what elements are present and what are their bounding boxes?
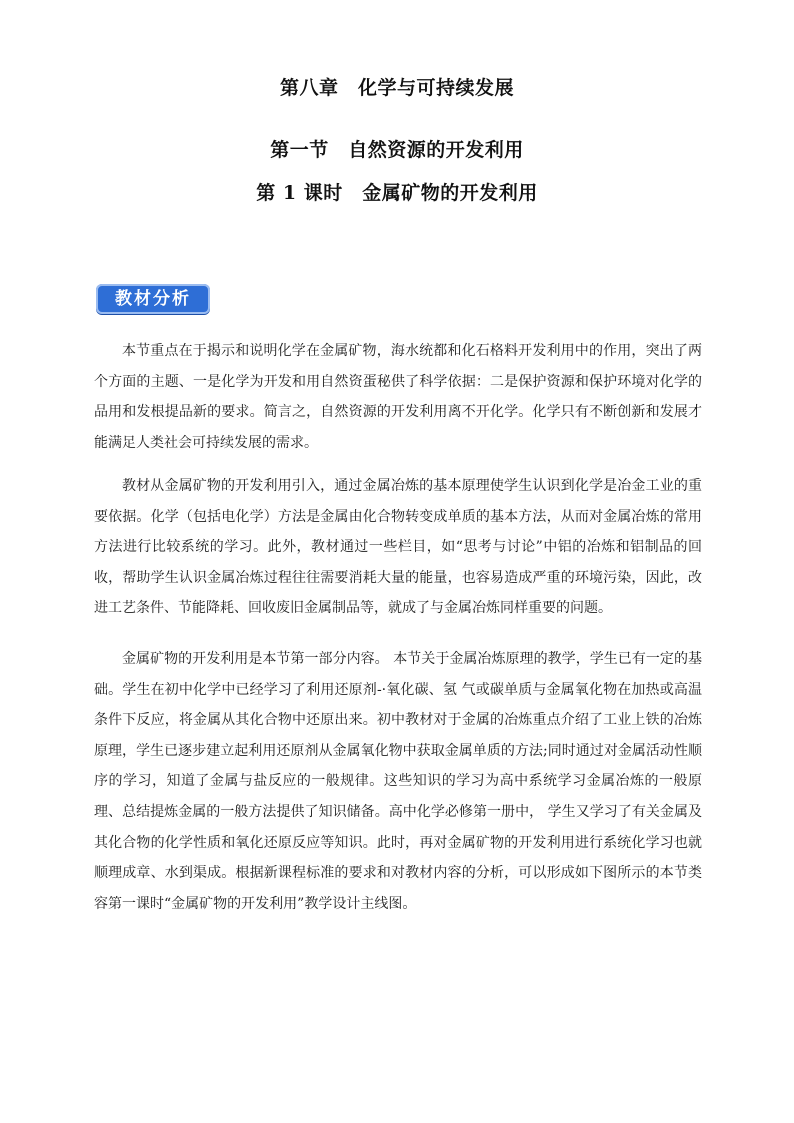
- analysis-paragraph: 教材从金属矿物的开发利用引入，通过金属冶炼的基本原理使学生认识到化学是冶金工业的重要依据。化学（包括电化学）方法是金属由化合物转变成单质的基本方法，从而对金属冶炼的常用方法进行比较系统的学习。此外，教材通过一些栏目，如“思考与讨论”中铝的冶炼和铝制品的回收，帮助学生认识金属冶炼过程往往需要消耗大量的能量，也容易造成严重的环境污染，因此，改进工艺条件、节能降耗、回收废旧金属制品等，就成了与金属冶炼同样重要的问题。: [94, 478, 702, 617]
- analysis-paragraph: 金属矿物的开发利用是本节第一部分内容。 本节关于金属冶炼原理的教学，学生已有一定的基础。学生在初中化学中已经学习了利用还原剂-·氧化碳、氢 气或碳单质与金属氧化物在加热或高温条件下反应，将金属从其化合物中还原出来。初中教材对于金属的冶炼重点介绍了工业上铁的冶炼原理，学生已逐步建立起利用还原剂从金属氧化物中获取金属单质的方法;同时通过对金属活动性顺序的学习，知道了金属与盐反应的一般规律。这些知识的学习为高中系统学习金属冶炼的一般原理、总结提炼金属的一般方法提供了知识储备。高中化学必修第一册中， 学生又学习了有关金属及其化合物的化学性质和氧化还原反应等知识。此时，再对金属矿物的开发利用进行系统化学习也就顺理成章、水到渠成。根据新课程标准的要求和对教材内容的分析，可以形成如下图所示的本节类容第一课时“金属矿物的开发利用”教学设计主线图。: [94, 651, 702, 912]
- analysis-paragraph: 本节重点在于揭示和说明化学在金属矿物，海水统都和化石格料开发利用中的作用，突出了两个方面的主题、一是化学为开发和用自然资蛋秘供了科学依据：二是保护资源和保护环境对化学的品用和发根提品新的要求。简言之，自然资源的开发利用离不开化学。化学只有不断创新和发展才能满足人类社会可持续发展的需求。: [94, 343, 702, 451]
- lesson-title: 第 1 课时 金属矿物的开发利用: [256, 182, 538, 204]
- section-title: 第一节 自然资源的开发利用: [270, 139, 524, 161]
- chapter-title: 第八章 化学与可持续发展: [279, 77, 514, 99]
- analysis-badge: 教材分析: [96, 284, 210, 314]
